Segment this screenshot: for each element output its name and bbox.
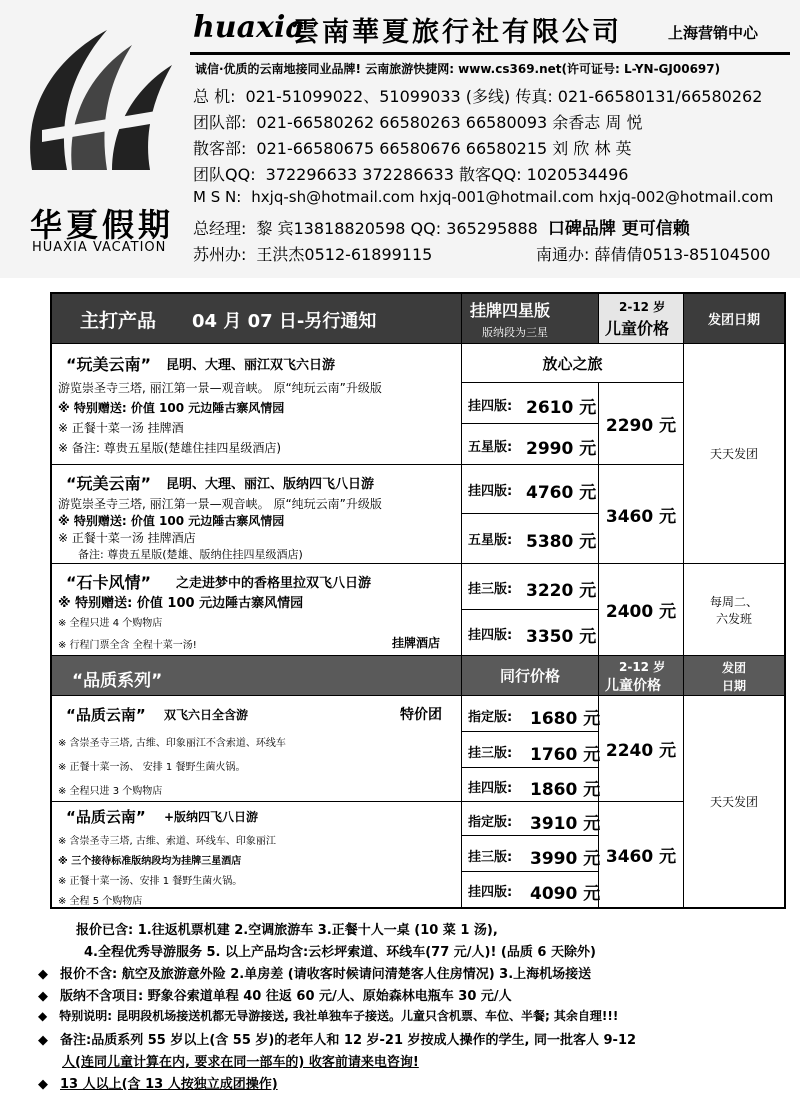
bullet-icon: ◆ bbox=[38, 1033, 48, 1048]
brand-script: huaxia bbox=[193, 10, 305, 45]
product-3-child-price: 2400 元 bbox=[599, 564, 684, 656]
bullet-icon: ◆ bbox=[38, 989, 48, 1004]
product-2-child-price: 3460 元 bbox=[599, 465, 684, 564]
footer-remark-2: 人(连同儿童计算在内, 要求在同一部车的) 收客前请来电咨询! bbox=[62, 1055, 419, 1070]
footer-included-2: 4.全程优秀导游服务 5. 以上产品均含:云杉坪索道、环线车(77 元/人)! (品质 6 天除外) bbox=[84, 945, 596, 960]
contact-row-individual: 散客部: 021-66580675 66580676 66580215 刘 欣 林 英 bbox=[193, 139, 632, 158]
product-1-price-b: 五星版: 2990 元 bbox=[462, 424, 599, 465]
col-header-depart: 发团日期 bbox=[684, 294, 784, 344]
product-4-info: “品质云南” 双飞六日全含游 特价团 ※ 含崇圣寺三塔, 古维、印象丽江不含索道、环线车 ※ 正餐十菜一汤、 安排 1 餐野生菌火锅。 ※ 全程只进 3 个购物店 bbox=[52, 696, 462, 802]
price-table bbox=[50, 292, 786, 909]
logo-wings-icon bbox=[12, 20, 182, 180]
company-name: 雲南華夏旅行社有限公司 bbox=[292, 17, 622, 48]
product-3-info: “石卡风情” 之走进梦中的香格里拉双飞八日游 ※ 特别赠送: 价值 100 元边陲古寨风情园 ※ 全程只进 4 个购物店 ※ 行程门票全含 全程十菜一汤! 挂牌酒店 bbox=[52, 564, 462, 656]
section1-header: 主打产品 04 月 07 日-另行通知 bbox=[52, 294, 462, 344]
depart-daily-1: 天天发团 bbox=[684, 344, 784, 564]
marketing-center: 上海营销中心 bbox=[668, 24, 759, 42]
product-5-price-b: 挂三版: 3990 元 bbox=[462, 836, 599, 872]
contact-row-group: 团队部: 021-66580262 66580263 66580093 余香志 周 悦 bbox=[193, 113, 643, 132]
contact-row-manager: 总经理: 黎 宾13818820598 QQ: 365295888 口碑品牌 更可信赖 bbox=[193, 219, 690, 239]
product-1-child-price: 2290 元 bbox=[599, 383, 684, 465]
product-2-info: “玩美云南” 昆明、大理、丽江、版纳四飞八日游 游览崇圣寺三塔, 丽江第一景—观音峡。 原“纯玩云南”升级版 ※ 特别赠送: 价值 100 元边陲古寨风情园 ※ 正餐十菜一汤 挂牌酒店 备注: 尊贵五星版(楚雄、版纳住挂四星级酒店) bbox=[52, 465, 462, 564]
contact-row-main: 总 机: 021-51099022、51099033 (多线) 传真: 021-66580131/66580262 bbox=[193, 87, 763, 106]
footer-included: 报价已含: 1.往返机票机建 2.空调旅游车 3.正餐十人一桌 (10 菜 1 汤), bbox=[76, 923, 498, 938]
bullet-icon: ◆ bbox=[38, 1009, 48, 1023]
footer-banna: ◆ 版纳不含项目: 野象谷索道单程 40 往返 60 元/人、原始森林电瓶车 30 元/人 bbox=[38, 989, 512, 1004]
footer-excluded: ◆ 报价不含: 航空及旅游意外险 2.单房差 (请收客时候请问清楚客人住房情况) 3.上海机场接送 bbox=[38, 967, 592, 982]
contact-row-nantong: 南通办: 薛倩倩0513-85104500 bbox=[536, 245, 771, 264]
product-5-info: “品质云南” +版纳四飞八日游 ※ 含崇圣寺三塔, 古维、索道、环线车、印象丽江 ※ 三个接待标准版纳段均为挂牌三星酒店 ※ 正餐十菜一汤、安排 1 餐野生菌火锅。 ※ 全程 5 个购物店 bbox=[52, 802, 462, 907]
product-1-price-a: 挂四版: 2610 元 bbox=[462, 383, 599, 424]
section2-col-price: 同行价格 bbox=[462, 656, 599, 696]
footer-special: ◆ 特别说明: 昆明段机场接送机都无导游接送, 我社单独车子接送。儿童只含机票、车位、半餐; 其余自理!!! bbox=[38, 1009, 619, 1023]
product-2-price-b: 五星版: 5380 元 bbox=[462, 514, 599, 564]
footer-remark: ◆ 备注:品质系列 55 岁以上(含 55 岁)的老年人和 12 岁-21 岁按成人操作的学生, 同一批客人 9-12 bbox=[38, 1033, 637, 1048]
col-header-price: 挂牌四星版 版纳段为三星 bbox=[462, 294, 599, 344]
footer-group: ◆ 13 人以上(含 13 人按独立成团操作) bbox=[38, 1077, 278, 1092]
product-1-tag: 放心之旅 bbox=[462, 344, 684, 383]
col-header-child: 2-12 岁 儿童价格 bbox=[599, 294, 684, 344]
product-4-price-a: 指定版: 1680 元 bbox=[462, 696, 599, 732]
product-2-price-a: 挂四版: 4760 元 bbox=[462, 465, 599, 514]
logo-chinese: 华夏假期 bbox=[30, 206, 175, 244]
product-5-price-a: 指定版: 3910 元 bbox=[462, 802, 599, 836]
section2-header: “品质系列” bbox=[52, 656, 462, 696]
company-logo bbox=[12, 20, 182, 255]
reputation-slogan: 口碑品牌 更可信赖 bbox=[547, 219, 690, 239]
depart-daily-2: 天天发团 bbox=[709, 795, 758, 809]
contact-row-msn: M S N: hxjq-sh@hotmail.com hxjq-001@hotmail.com hxjq-002@hotmail.com bbox=[193, 188, 774, 206]
product-3-price-b: 挂四版: 3350 元 bbox=[462, 610, 599, 656]
product-4-price-b: 挂三版: 1760 元 bbox=[462, 732, 599, 768]
header bbox=[0, 0, 800, 278]
product-1-info: “玩美云南” 昆明、大理、丽江双飞六日游 游览崇圣寺三塔, 丽江第一景—观音峡。 原“纯玩云南”升级版 ※ 特别赠送: 价值 100 元边陲古寨风情园 ※ 正餐十菜一汤 挂牌酒 ※ 备注: 尊贵五星版(楚雄住挂四星级酒店) bbox=[52, 344, 462, 465]
product-4-price-c: 挂四版: 1860 元 bbox=[462, 768, 599, 802]
product-5-child-price: 3460 元 bbox=[599, 802, 684, 907]
header-divider bbox=[190, 52, 790, 55]
contact-row-qq: 团队QQ: 372296633 372286633 散客QQ: 1020534496 bbox=[193, 165, 629, 184]
logo-english: HUAXIA VACATION bbox=[32, 240, 167, 255]
contact-row-suzhou: 苏州办: 王洪杰0512-61899115 bbox=[193, 245, 433, 264]
slogan: 诚信·优质的云南地接同业品牌! 云南旅游快捷网: www.cs369.net(许可证号: L-YN-GJ00697) bbox=[195, 62, 721, 76]
product-3-price-a: 挂三版: 3220 元 bbox=[462, 564, 599, 610]
section2-col-depart: 发团 日期 bbox=[684, 656, 784, 696]
product-5-price-c: 挂四版: 4090 元 bbox=[462, 872, 599, 907]
product-4-child-price: 2240 元 bbox=[599, 696, 684, 802]
bullet-icon: ◆ bbox=[38, 967, 48, 982]
product-3-depart: 每周二、 六发班 bbox=[684, 564, 784, 656]
section2-col-child: 2-12 岁 儿童价格 bbox=[599, 656, 684, 696]
bullet-icon: ◆ bbox=[38, 1077, 48, 1092]
